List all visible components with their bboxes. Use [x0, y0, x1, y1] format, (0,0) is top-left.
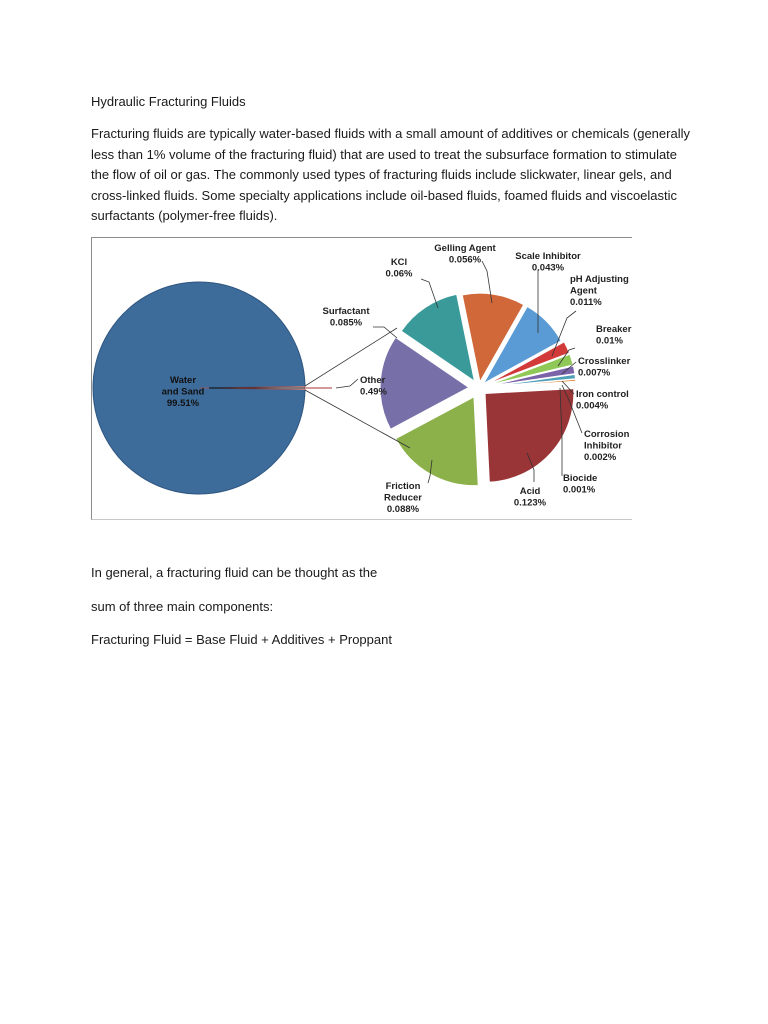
label-surfactant	[323, 306, 371, 329]
label-scale-inhibitor	[515, 251, 581, 274]
label-ph-adjusting-agent-line: 0.011%	[570, 297, 602, 308]
label-iron-control	[576, 389, 629, 412]
label-breaker-line: Breaker	[596, 324, 632, 335]
label-crosslinker	[578, 356, 631, 379]
label-corrosion-inhibitor	[584, 429, 630, 463]
label-gelling-agent-line: Gelling Agent	[434, 243, 496, 254]
label-friction-reducer-line: 0.088%	[386, 504, 420, 515]
document-title: Hydraulic Fracturing Fluids	[91, 94, 246, 109]
label-corrosion-inhibitor-line: Inhibitor	[584, 440, 622, 452]
label-friction-reducer-line: Reducer	[383, 492, 423, 504]
label-breaker-line: 0.01%	[596, 335, 623, 347]
label-water-and-sand-line: and Sand	[161, 386, 205, 398]
label-water-and-sand-line: Water	[169, 375, 197, 386]
label-surfactant-line: 0.085%	[329, 317, 363, 329]
label-acid-line: Acid	[519, 486, 541, 497]
label-other-line: Other	[360, 375, 386, 386]
label-breaker	[596, 324, 632, 347]
label-friction-reducer	[384, 481, 422, 515]
intro-paragraph: Fracturing fluids are typically water-based fluids with a small amount of additives or chemicals (generally less than 1% volume of the fracturing fluid) that are used to treat the subsurface formation to stimulate the flow of oil or gas. The commonly used types of fracturing fluids include slickwater, linear gels, and cross-linked fluids. Some specialty applications include oil-based fluids, foamed fluids and viscoelastic surfactants (polymer-free fluids).	[91, 126, 690, 223]
label-other	[360, 375, 387, 398]
label-other-line: 0.49%	[360, 386, 387, 398]
label-acid	[514, 486, 547, 509]
label-gelling-agent-line: 0.056%	[448, 254, 482, 266]
label-crosslinker-line: Crosslinker	[578, 356, 631, 367]
label-iron-control-line: Iron control	[576, 389, 629, 400]
label-biocide-line: Biocide	[563, 473, 598, 484]
label-friction-reducer-line: Friction	[385, 481, 421, 492]
label-surfactant-line: Surfactant	[322, 306, 370, 317]
label-gelling-agent	[434, 243, 496, 266]
leader-other	[336, 379, 358, 388]
label-kcl-line: KCl	[390, 257, 408, 268]
label-ph-adjusting-agent	[570, 274, 629, 308]
label-scale-inhibitor-line: Scale Inhibitor	[515, 251, 581, 262]
label-kcl-line: 0.06%	[385, 268, 413, 280]
label-ph-adjusting-agent-line: pH Adjusting	[570, 274, 629, 285]
label-kcl	[386, 257, 413, 280]
label-biocide-line: 0.001%	[563, 484, 596, 496]
leader-surfactant	[373, 327, 397, 338]
label-scale-inhibitor-line: 0.043%	[531, 262, 565, 274]
paragraph-general: In general, a fracturing fluid can be thought as the	[91, 565, 378, 580]
label-biocide	[563, 473, 597, 496]
label-crosslinker-line: 0.007%	[578, 367, 611, 379]
label-iron-control-line: 0.004%	[576, 400, 609, 412]
fracturing-fluid-pie-figure	[91, 237, 632, 520]
paragraph-components: sum of three main components:	[91, 599, 274, 614]
pie-chart-svg	[92, 238, 633, 521]
label-water-and-sand-line: 99.51%	[166, 398, 200, 409]
label-corrosion-inhibitor-line: Corrosion	[584, 429, 630, 440]
label-ph-adjusting-agent-line: Agent	[570, 285, 597, 297]
paragraph-equation: Fracturing Fluid = Base Fluid + Additives + Proppant	[91, 632, 392, 647]
label-corrosion-inhibitor-line: 0.002%	[584, 452, 617, 463]
label-acid-line: 0.123%	[513, 497, 547, 509]
